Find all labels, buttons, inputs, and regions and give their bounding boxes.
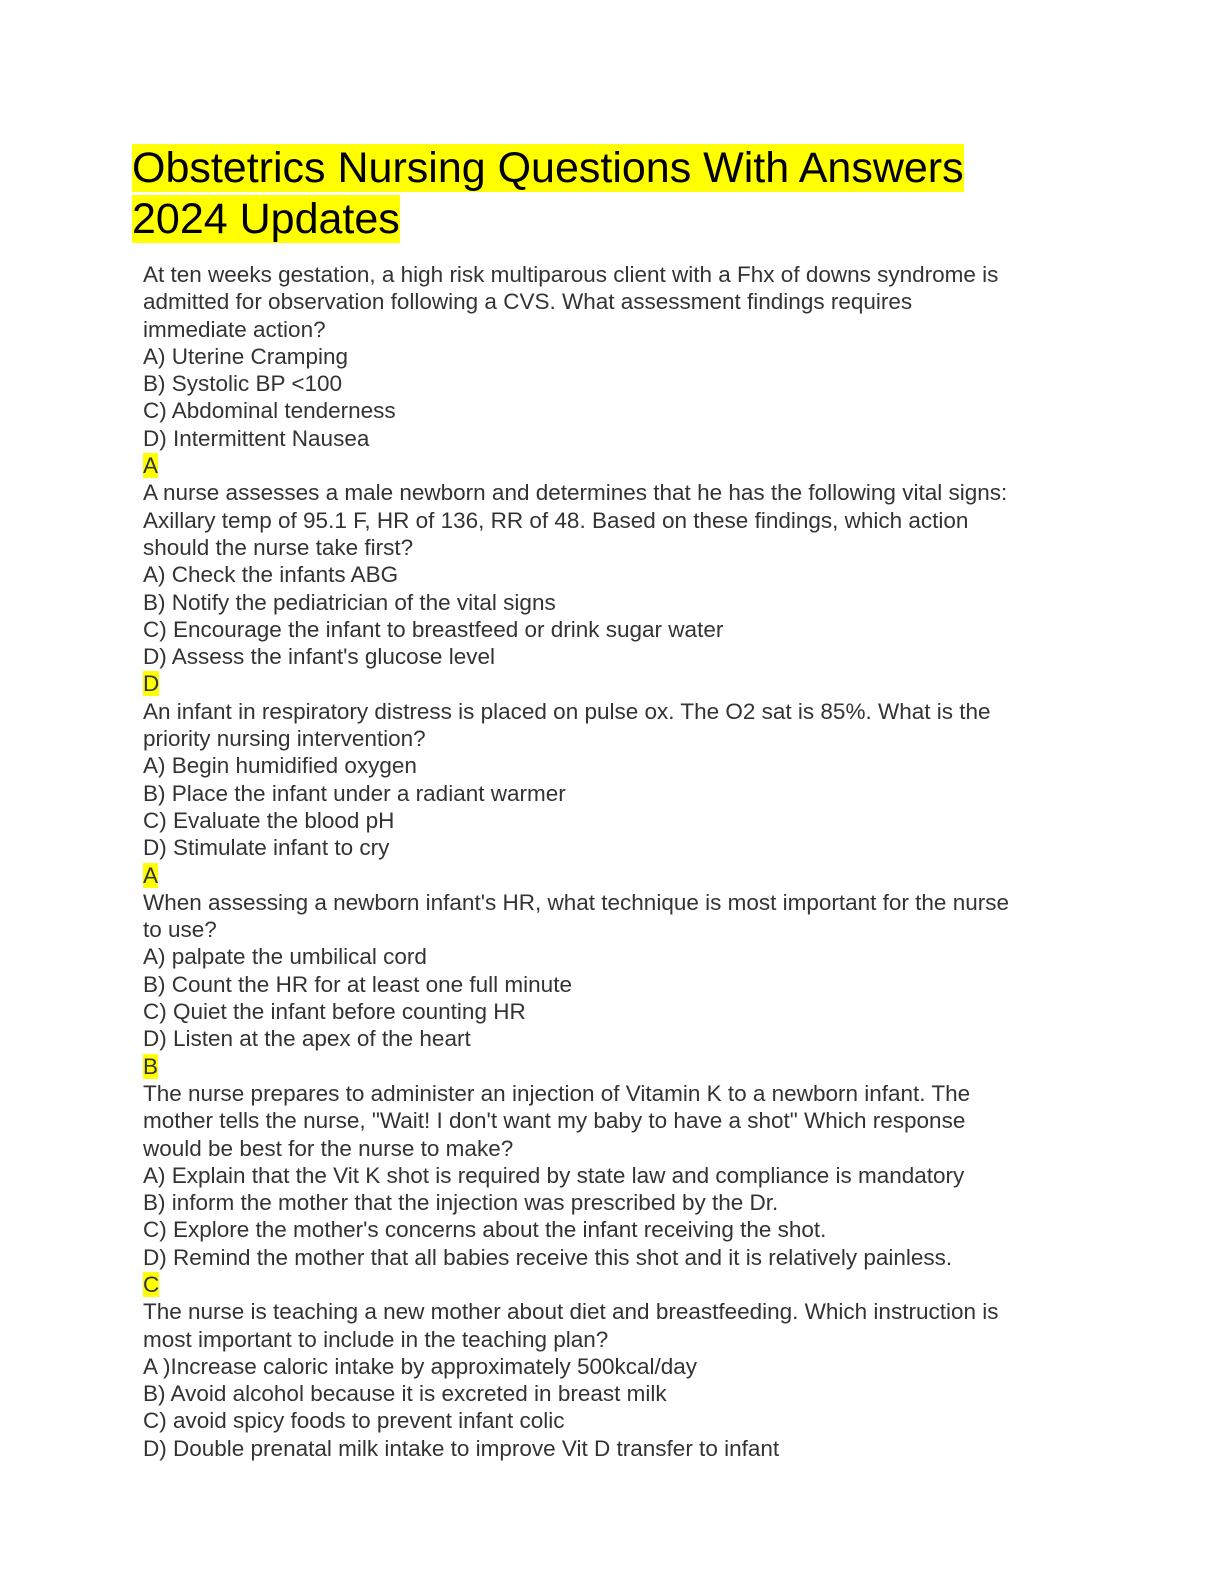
question-text-line: to use? <box>143 917 217 943</box>
answer-option: C) avoid spicy foods to prevent infant colic <box>143 1408 565 1434</box>
title-line-1: Obstetrics Nursing Questions With Answers <box>132 144 964 192</box>
correct-answer: D <box>143 671 160 697</box>
answer-option: B) inform the mother that the injection was prescribed by the Dr. <box>143 1190 779 1216</box>
answer-option: C) Explore the mother's concerns about the infant receiving the shot. <box>143 1217 827 1243</box>
answer-option: A )Increase caloric intake by approximately 500kcal/day <box>143 1353 698 1379</box>
answer-option: A) palpate the umbilical cord <box>143 944 427 970</box>
answer-option: B) Systolic BP <100 <box>143 371 343 397</box>
answer-option: B) Place the infant under a radiant warmer <box>143 780 566 806</box>
page-title <box>132 143 1012 245</box>
correct-answer: A <box>143 453 159 479</box>
answer-option: A) Check the infants ABG <box>143 562 399 588</box>
answer-option: C) Abdominal tenderness <box>143 398 396 424</box>
answer-option: B) Count the HR for at least one full minute <box>143 971 572 997</box>
question-text-line: would be best for the nurse to make? <box>143 1135 514 1161</box>
answer-option: B) Avoid alcohol because it is excreted in breast milk <box>143 1381 667 1407</box>
answer-option: A) Explain that the Vit K shot is required by state law and compliance is mandatory <box>143 1162 965 1188</box>
question-text-line: should the nurse take first? <box>143 534 414 560</box>
question-block <box>143 1080 1083 1298</box>
answer-option: A) Uterine Cramping <box>143 343 349 369</box>
correct-answer: A <box>143 862 159 888</box>
answer-option: C) Evaluate the blood pH <box>143 807 395 833</box>
question-text-line: An infant in respiratory distress is placed on pulse ox. The O2 sat is 85%. What is the <box>143 698 991 724</box>
answer-option: B) Notify the pediatrician of the vital signs <box>143 589 556 615</box>
answer-option: D) Listen at the apex of the heart <box>143 1026 471 1052</box>
question-text-line: admitted for observation following a CVS. What assessment findings requires <box>143 289 913 315</box>
question-text-line: Axillary temp of 95.1 F, HR of 136, RR of 48. Based on these findings, which action <box>143 507 969 533</box>
question-text-line: immediate action? <box>143 316 326 342</box>
question-block <box>143 261 1083 479</box>
answer-option: A) Begin humidified oxygen <box>143 753 417 779</box>
question-text-line: The nurse prepares to administer an injection of Vitamin K to a newborn infant. The <box>143 1080 971 1106</box>
answer-option: D) Intermittent Nausea <box>143 425 370 451</box>
answer-option: D) Double prenatal milk intake to improve Vit D transfer to infant <box>143 1435 780 1461</box>
answer-option: D) Stimulate infant to cry <box>143 835 390 861</box>
question-list <box>143 261 1083 1462</box>
question-text-line: priority nursing intervention? <box>143 726 426 752</box>
question-text-line: mother tells the nurse, "Wait! I don't want my baby to have a shot" Which response <box>143 1108 966 1134</box>
answer-option: C) Quiet the infant before counting HR <box>143 999 526 1025</box>
question-block <box>143 1298 1083 1462</box>
title-line-2: 2024 Updates <box>132 195 400 243</box>
question-block <box>143 889 1083 1080</box>
correct-answer: C <box>143 1271 160 1297</box>
question-block <box>143 479 1083 697</box>
question-text-line: At ten weeks gestation, a high risk multiparous client with a Fhx of downs syndrome is <box>143 262 999 287</box>
question-text-line: When assessing a newborn infant's HR, what technique is most important for the nurse <box>143 889 1009 915</box>
correct-answer: B <box>143 1053 159 1079</box>
question-text-line: A nurse assesses a male newborn and determines that he has the following vital signs: <box>143 480 1008 506</box>
question-text-line: most important to include in the teaching plan? <box>143 1326 609 1352</box>
answer-option: D) Remind the mother that all babies receive this shot and it is relatively painless. <box>143 1244 953 1270</box>
question-text-line: The nurse is teaching a new mother about diet and breastfeeding. Which instruction is <box>143 1299 999 1325</box>
answer-option: D) Assess the infant's glucose level <box>143 644 495 670</box>
question-block <box>143 698 1083 889</box>
answer-option: C) Encourage the infant to breastfeed or drink sugar water <box>143 616 724 642</box>
